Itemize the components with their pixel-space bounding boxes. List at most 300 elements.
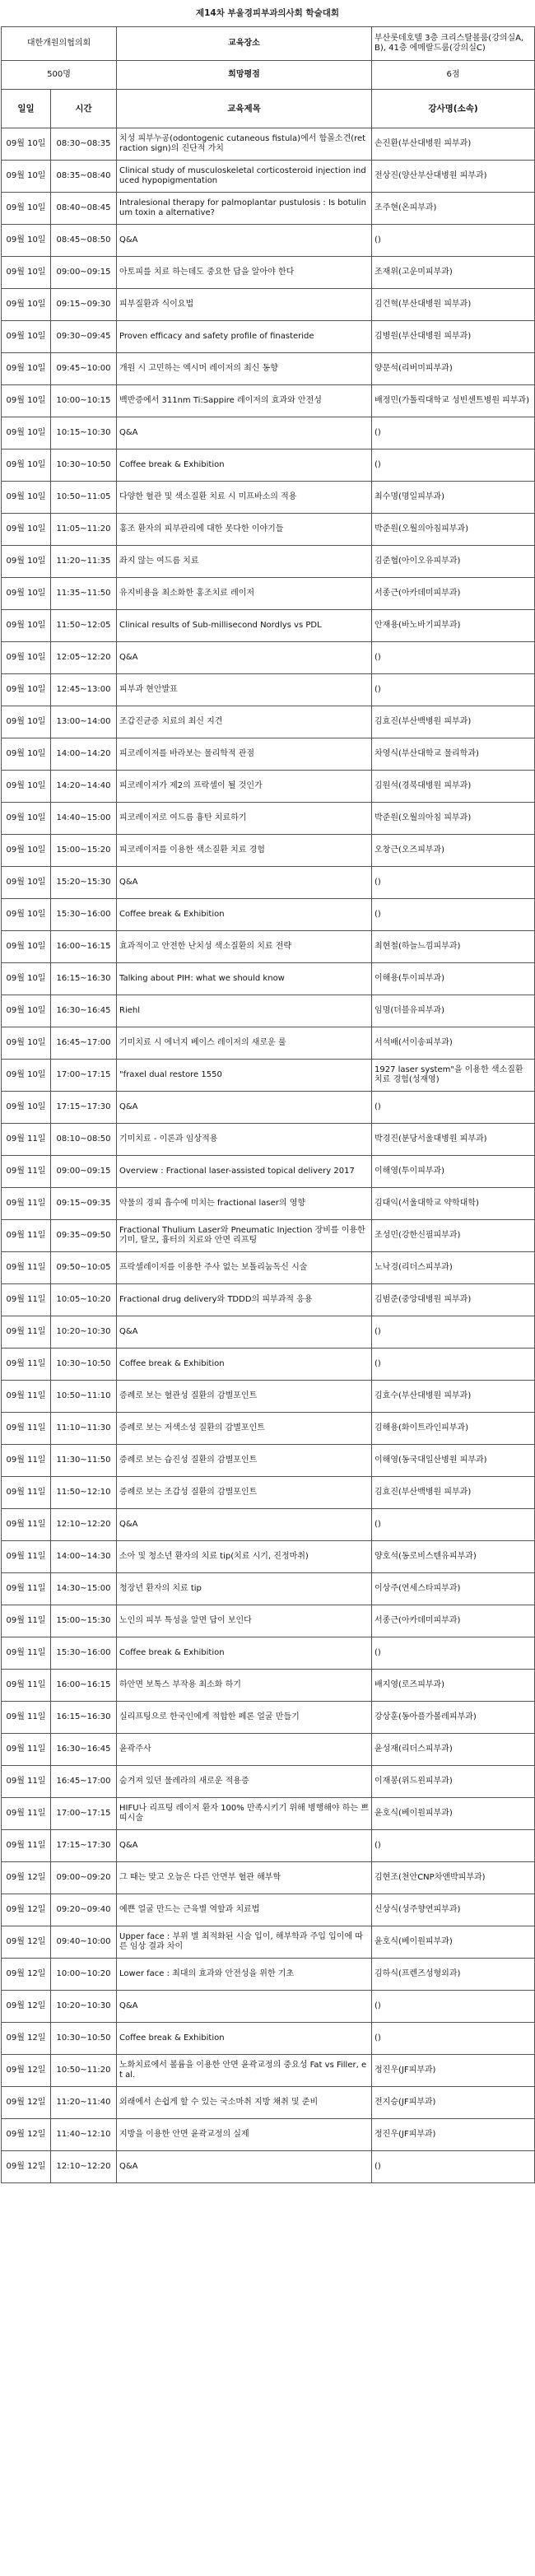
table-row <box>2 1670 535 1702</box>
session-time: 09:20~09:40 <box>51 1894 117 1926</box>
table-row <box>2 1156 535 1188</box>
session-time: 10:50~11:10 <box>51 1381 117 1413</box>
session-date: 09월 12일 <box>2 2087 51 2119</box>
session-time: 11:20~11:35 <box>51 546 117 578</box>
session-date: 09월 10일 <box>2 385 51 417</box>
session-topic: Fractional drug delivery와 TDDD의 피부과적 응용 <box>117 1284 372 1316</box>
table-row <box>2 1188 535 1220</box>
session-time: 14:30~15:00 <box>51 1573 117 1605</box>
session-date: 09월 11일 <box>2 1541 51 1573</box>
session-speaker: 양문석(리버미피부과) <box>372 353 535 385</box>
table-row <box>2 1766 535 1798</box>
session-date: 09월 11일 <box>2 1573 51 1605</box>
session-speaker: 배지영(로즈피부과) <box>372 1670 535 1702</box>
session-speaker: () <box>372 1349 535 1381</box>
session-time: 11:50~12:05 <box>51 610 117 642</box>
session-speaker: () <box>372 2151 535 2183</box>
capacity-cell: 500명 <box>2 61 117 90</box>
session-topic: Q&A <box>117 225 372 257</box>
session-time: 16:45~17:00 <box>51 1766 117 1798</box>
table-header <box>2 90 535 128</box>
table-row <box>2 1349 535 1381</box>
table-row <box>2 674 535 706</box>
session-topic: 노화치료에서 볼륨을 이용한 안면 윤곽교정의 중요성 Fat vs Filler, et al. <box>117 2055 372 2087</box>
session-time: 11:40~12:10 <box>51 2119 117 2151</box>
session-topic: 외래에서 손쉽게 할 수 있는 국소마취 지방 채취 및 준비 <box>117 2087 372 2119</box>
session-topic: Clinical study of musculoskeletal corticosteroid injection induced hypopigmentation <box>117 161 372 193</box>
table-row <box>2 610 535 642</box>
session-speaker: 김대익(서울대학교 약학대학) <box>372 1188 535 1220</box>
table-row <box>2 899 535 931</box>
session-date: 09월 10일 <box>2 450 51 482</box>
session-speaker: () <box>372 1991 535 2023</box>
session-time: 10:00~10:20 <box>51 1959 117 1991</box>
header-time: 시간 <box>51 90 117 128</box>
session-topic: Q&A <box>117 1509 372 1541</box>
info-row-venue <box>2 27 535 61</box>
session-time: 10:15~10:30 <box>51 417 117 450</box>
session-time: 13:00~14:00 <box>51 706 117 738</box>
session-speaker: () <box>372 867 535 899</box>
session-date: 09월 10일 <box>2 1060 51 1092</box>
session-time: 10:30~10:50 <box>51 1349 117 1381</box>
session-speaker: 전지승(JF피부과) <box>372 2087 535 2119</box>
session-topic: 효과적이고 안전한 난치성 색소질환의 치료 전략 <box>117 931 372 963</box>
session-time: 17:00~17:15 <box>51 1798 117 1830</box>
session-topic: Fractional Thulium Laser와 Pneumatic Injection 장비를 이용한 기미, 탈모, 흉터의 치료와 안면 리프팅 <box>117 1220 372 1252</box>
session-topic: Overview : Fractional laser-assisted topical delivery 2017 <box>117 1156 372 1188</box>
table-row <box>2 1413 535 1445</box>
table-row <box>2 1124 535 1156</box>
session-topic: HIFU나 리프팅 레이저 환자 100% 만족시키기 위해 병행해야 하는 쁘띠시술 <box>117 1798 372 1830</box>
session-time: 09:00~09:20 <box>51 1862 117 1894</box>
session-date: 09월 11일 <box>2 1637 51 1670</box>
session-topic: 하안면 보톡스 부작용 최소화 하기 <box>117 1670 372 1702</box>
session-speaker: 노낙경(리더스피부과) <box>372 1252 535 1284</box>
session-time: 15:20~15:30 <box>51 867 117 899</box>
session-topic: 실리프팅으로 한국인에게 적합한 페론 얼굴 만들기 <box>117 1702 372 1734</box>
table-row <box>2 1252 535 1284</box>
session-date: 09월 10일 <box>2 610 51 642</box>
session-date: 09월 11일 <box>2 1381 51 1413</box>
session-topic: 증례로 보는 조갑성 질환의 감별포인트 <box>117 1477 372 1509</box>
session-time: 14:00~14:20 <box>51 738 117 771</box>
page-title: 제14차 부울경피부과의사회 학술대회 <box>195 8 340 18</box>
session-date: 09월 12일 <box>2 1894 51 1926</box>
table-row <box>2 321 535 353</box>
session-speaker: 이해영(투이피부과) <box>372 1156 535 1188</box>
session-time: 10:50~11:20 <box>51 2055 117 2087</box>
session-time: 09:40~10:00 <box>51 1926 117 1959</box>
session-speaker: 이해용(투이피부과) <box>372 963 535 995</box>
table-row <box>2 771 535 803</box>
table-row <box>2 161 535 193</box>
table-row <box>2 289 535 321</box>
session-speaker: 서종근(아카데미피부과) <box>372 1605 535 1637</box>
session-topic: 청장년 환자의 치료 tip <box>117 1573 372 1605</box>
session-topic: 좌지 않는 여드름 치료 <box>117 546 372 578</box>
table-row <box>2 1702 535 1734</box>
table-row <box>2 1477 535 1509</box>
header-topic: 교육제목 <box>117 90 372 128</box>
credits-label: 희망평점 <box>117 61 372 90</box>
session-date: 09월 10일 <box>2 193 51 225</box>
table-row <box>2 257 535 289</box>
session-speaker: 1927 laser system"을 이용한 색소질환 치료 경험(성재영) <box>372 1060 535 1092</box>
session-time: 09:00~09:15 <box>51 257 117 289</box>
session-date: 09월 11일 <box>2 1798 51 1830</box>
session-date: 09월 10일 <box>2 225 51 257</box>
session-date: 09월 10일 <box>2 642 51 674</box>
session-date: 09월 10일 <box>2 578 51 610</box>
table-row <box>2 2023 535 2055</box>
session-time: 10:30~10:50 <box>51 450 117 482</box>
session-speaker: 김원석(경북대병원 피부과) <box>372 771 535 803</box>
session-speaker: () <box>372 899 535 931</box>
session-date: 09월 11일 <box>2 1188 51 1220</box>
table-row <box>2 450 535 482</box>
session-topic: Coffee break & Exhibition <box>117 2023 372 2055</box>
session-speaker: 조재위(고운미피부과) <box>372 257 535 289</box>
session-topic: 피코레이저로 여드름 흉탄 치료하기 <box>117 803 372 835</box>
session-speaker: 김하식(프렌즈성형외과) <box>372 1959 535 1991</box>
session-date: 09월 10일 <box>2 128 51 161</box>
session-date: 09월 10일 <box>2 417 51 450</box>
table-row <box>2 1060 535 1092</box>
table-row <box>2 546 535 578</box>
session-date: 09월 10일 <box>2 706 51 738</box>
session-topic: 피부질환과 식이요법 <box>117 289 372 321</box>
session-topic: 증례로 보는 습진성 질환의 감별포인트 <box>117 1445 372 1477</box>
table-row <box>2 1284 535 1316</box>
session-time: 16:30~16:45 <box>51 995 117 1027</box>
session-speaker: 전상진(양산부산대병원 피부과) <box>372 161 535 193</box>
session-date: 09월 12일 <box>2 1959 51 1991</box>
table-row <box>2 1830 535 1862</box>
session-date: 09월 10일 <box>2 289 51 321</box>
session-topic: Coffee break & Exhibition <box>117 450 372 482</box>
header-date: 일일 <box>2 90 51 128</box>
session-topic: Q&A <box>117 417 372 450</box>
table-row <box>2 931 535 963</box>
session-topic: Lower face : 최대의 효과와 안전성을 위한 기초 <box>117 1959 372 1991</box>
session-date: 09월 10일 <box>2 738 51 771</box>
session-time: 15:30~16:00 <box>51 1637 117 1670</box>
session-speaker: () <box>372 1092 535 1124</box>
venue-label: 교육장소 <box>117 27 372 61</box>
session-speaker: 박경진(분당서울대병원 피부과) <box>372 1124 535 1156</box>
session-speaker: 강상훈(동아플가볼레피부과) <box>372 1702 535 1734</box>
session-date: 09월 10일 <box>2 546 51 578</box>
session-time: 08:40~08:45 <box>51 193 117 225</box>
header-speaker: 강사명(소속) <box>372 90 535 128</box>
table-row <box>2 1959 535 1991</box>
session-speaker: 김준협(아이오유피부과) <box>372 546 535 578</box>
session-topic: Q&A <box>117 1316 372 1349</box>
table-row <box>2 642 535 674</box>
session-time: 08:10~08:50 <box>51 1124 117 1156</box>
session-speaker: () <box>372 1830 535 1862</box>
session-date: 09월 10일 <box>2 482 51 514</box>
session-date: 09월 10일 <box>2 321 51 353</box>
session-date: 09월 11일 <box>2 1220 51 1252</box>
session-topic: Clinical results of Sub-millisecond Nordlys vs PDL <box>117 610 372 642</box>
session-time: 10:20~10:30 <box>51 1991 117 2023</box>
table-row <box>2 1092 535 1124</box>
session-speaker: 조주현(온피부과) <box>372 193 535 225</box>
schedule-table <box>1 26 535 2183</box>
session-date: 09월 10일 <box>2 1027 51 1060</box>
session-date: 09월 10일 <box>2 963 51 995</box>
session-speaker: () <box>372 2023 535 2055</box>
session-time: 15:30~16:00 <box>51 899 117 931</box>
session-time: 09:15~09:30 <box>51 289 117 321</box>
session-date: 09월 11일 <box>2 1830 51 1862</box>
session-time: 16:30~16:45 <box>51 1734 117 1766</box>
session-time: 11:05~11:20 <box>51 514 117 546</box>
session-topic: Talking about PIH: what we should know <box>117 963 372 995</box>
session-speaker: 김효수(부산대병원 피부과) <box>372 1381 535 1413</box>
session-date: 09월 12일 <box>2 2151 51 2183</box>
session-topic: 노인의 피부 특성을 알면 답이 보인다 <box>117 1605 372 1637</box>
table-row <box>2 1734 535 1766</box>
session-topic: 기미치료 - 이론과 임상적용 <box>117 1124 372 1156</box>
session-date: 09월 10일 <box>2 803 51 835</box>
session-speaker: 최현철(하늘느낌피부과) <box>372 931 535 963</box>
session-speaker: 윤호식(베이원피부과) <box>372 1926 535 1959</box>
session-time: 09:35~09:50 <box>51 1220 117 1252</box>
session-speaker: 차영식(부산대학교 물리학과) <box>372 738 535 771</box>
session-date: 09월 12일 <box>2 2055 51 2087</box>
table-row <box>2 2055 535 2087</box>
session-topic: 그 때는 맞고 오늘은 다른 안면부 혈관 해부학 <box>117 1862 372 1894</box>
session-topic: Proven efficacy and safety profile of finasteride <box>117 321 372 353</box>
session-topic: 윤곽주사 <box>117 1734 372 1766</box>
session-topic: 아토피를 치료 하는데도 중요한 답을 알아야 한다 <box>117 257 372 289</box>
table-row <box>2 1991 535 2023</box>
table-row <box>2 867 535 899</box>
session-time: 16:15~16:30 <box>51 1702 117 1734</box>
session-speaker: 김해용(화이트라인피부과) <box>372 1413 535 1445</box>
session-topic: 다양한 혈관 및 색소질환 치료 시 미프바소의 적용 <box>117 482 372 514</box>
session-topic: Intralesional therapy for palmoplantar pustulosis : Is botulinum toxin a alternative? <box>117 193 372 225</box>
table-row <box>2 1509 535 1541</box>
session-date: 09월 11일 <box>2 1284 51 1316</box>
session-time: 10:05~10:20 <box>51 1284 117 1316</box>
session-topic: 숨겨져 있던 물레라의 새로운 적용증 <box>117 1766 372 1798</box>
session-topic: 피부과 현안발표 <box>117 674 372 706</box>
session-topic: 피코레이저를 바라보는 물리학적 관점 <box>117 738 372 771</box>
session-topic: Q&A <box>117 867 372 899</box>
session-speaker: 이상주(연세스타피부과) <box>372 1573 535 1605</box>
session-time: 17:00~17:15 <box>51 1060 117 1092</box>
session-time: 10:00~10:15 <box>51 385 117 417</box>
session-speaker: 윤호식(베이원피부과) <box>372 1798 535 1830</box>
session-time: 08:35~08:40 <box>51 161 117 193</box>
session-topic: Q&A <box>117 1092 372 1124</box>
session-topic: Coffee break & Exhibition <box>117 899 372 931</box>
session-date: 09월 10일 <box>2 867 51 899</box>
session-date: 09월 11일 <box>2 1734 51 1766</box>
session-speaker: 임명(더블유피부과) <box>372 995 535 1027</box>
session-speaker: 박준원(오월의아침피부과) <box>372 514 535 546</box>
session-date: 09월 10일 <box>2 514 51 546</box>
session-time: 09:15~09:35 <box>51 1188 117 1220</box>
session-date: 09월 11일 <box>2 1156 51 1188</box>
session-date: 09월 11일 <box>2 1509 51 1541</box>
session-topic: Q&A <box>117 1830 372 1862</box>
venue-value: 부산롯데호텔 3층 크리스탈볼룸(강의실A,B), 41층 에메랄드룸(강의실C) <box>372 27 535 61</box>
table-row <box>2 578 535 610</box>
credits-value: 6점 <box>372 61 535 90</box>
session-time: 11:35~11:50 <box>51 578 117 610</box>
session-date: 09월 10일 <box>2 674 51 706</box>
session-date: 09월 11일 <box>2 1605 51 1637</box>
session-date: 09월 10일 <box>2 931 51 963</box>
session-date: 09월 10일 <box>2 899 51 931</box>
session-date: 09월 10일 <box>2 995 51 1027</box>
session-topic: Riehl <box>117 995 372 1027</box>
session-time: 11:50~12:10 <box>51 1477 117 1509</box>
session-time: 14:40~15:00 <box>51 803 117 835</box>
session-topic: 소아 및 청소년 환자의 치료 tip(치료 시기, 진정마취) <box>117 1541 372 1573</box>
session-topic: 조갑진균증 치료의 최신 지견 <box>117 706 372 738</box>
session-time: 11:10~11:30 <box>51 1413 117 1445</box>
table-row <box>2 482 535 514</box>
session-date: 09월 10일 <box>2 835 51 867</box>
session-speaker: 윤성재(리더스피부과) <box>372 1734 535 1766</box>
session-topic: 개원 시 고민하는 엑시머 레이저의 최신 동향 <box>117 353 372 385</box>
session-time: 15:00~15:20 <box>51 835 117 867</box>
session-topic: 증례로 보는 혈관성 질환의 감별포인트 <box>117 1381 372 1413</box>
session-speaker: 김범준(중앙대병원 피부과) <box>372 1284 535 1316</box>
session-time: 17:15~17:30 <box>51 1092 117 1124</box>
session-date: 09월 11일 <box>2 1670 51 1702</box>
table-row <box>2 514 535 546</box>
session-time: 11:30~11:50 <box>51 1445 117 1477</box>
session-topic: 기미치료 시 에너지 베이스 레이저의 새로운 룰 <box>117 1027 372 1060</box>
schedule-rows <box>2 128 535 2183</box>
session-speaker: 이재봉(위드윈피부과) <box>372 1766 535 1798</box>
session-speaker: () <box>372 674 535 706</box>
table-row <box>2 193 535 225</box>
table-row <box>2 1862 535 1894</box>
table-row <box>2 1220 535 1252</box>
session-topic: 증례로 보는 저색소성 질환의 감별포인트 <box>117 1413 372 1445</box>
table-row <box>2 738 535 771</box>
session-speaker: 이해영(동국대일산병원 피부과) <box>372 1445 535 1477</box>
table-row <box>2 706 535 738</box>
session-topic: 지방을 이용한 안면 윤곽교정의 실제 <box>117 2119 372 2151</box>
session-speaker: 손진환(부산대병원 피부과) <box>372 128 535 161</box>
session-date: 09월 12일 <box>2 1862 51 1894</box>
organizer-cell: 대한개원의협의회 <box>2 27 117 61</box>
table-row <box>2 1894 535 1926</box>
session-speaker: () <box>372 417 535 450</box>
table-row <box>2 2087 535 2119</box>
session-topic: Upper face : 부위 별 최적화된 시술 입이, 해부학과 주입 입이에 따른 임상 결과 차이 <box>117 1926 372 1959</box>
session-time: 08:45~08:50 <box>51 225 117 257</box>
table-row <box>2 385 535 417</box>
table-row <box>2 1541 535 1573</box>
table-row <box>2 417 535 450</box>
session-speaker: () <box>372 450 535 482</box>
session-topic: 백반증에서 311nm Ti:Sappire 레이저의 효과와 안전성 <box>117 385 372 417</box>
session-time: 16:45~17:00 <box>51 1027 117 1060</box>
session-speaker: () <box>372 642 535 674</box>
session-speaker: () <box>372 1637 535 1670</box>
session-topic: 약물의 경피 흡수에 미치는 fractional laser의 영향 <box>117 1188 372 1220</box>
session-topic: 피코레이저를 이용한 색소질환 치료 경험 <box>117 835 372 867</box>
session-time: 14:20~14:40 <box>51 771 117 803</box>
session-topic: Q&A <box>117 642 372 674</box>
table-row <box>2 1316 535 1349</box>
session-speaker: 배정민(가톨릭대학교 성빈센트병원 피부과) <box>372 385 535 417</box>
table-row <box>2 1573 535 1605</box>
session-time: 16:00~16:15 <box>51 931 117 963</box>
session-speaker: 서석배(서이송피부과) <box>372 1027 535 1060</box>
session-date: 09월 11일 <box>2 1702 51 1734</box>
session-topic: 유지비용을 최소화한 홍조치료 레이저 <box>117 578 372 610</box>
session-speaker: 최수명(명일피부과) <box>372 482 535 514</box>
session-date: 09월 11일 <box>2 1413 51 1445</box>
session-date: 09월 11일 <box>2 1766 51 1798</box>
session-speaker: 조성민(강한신필피부과) <box>372 1220 535 1252</box>
table-row <box>2 835 535 867</box>
session-time: 14:00~14:30 <box>51 1541 117 1573</box>
session-time: 09:00~09:15 <box>51 1156 117 1188</box>
session-date: 09월 12일 <box>2 1991 51 2023</box>
session-speaker: 서종근(아카데미피부과) <box>372 578 535 610</box>
session-speaker: 정진우(JF피부과) <box>372 2055 535 2087</box>
session-topic: Q&A <box>117 2151 372 2183</box>
session-date: 09월 11일 <box>2 1349 51 1381</box>
session-time: 09:45~10:00 <box>51 353 117 385</box>
table-row <box>2 803 535 835</box>
session-speaker: 오창근(오즈피부과) <box>372 835 535 867</box>
session-speaker: 김효진(부산백병원 피부과) <box>372 1477 535 1509</box>
session-speaker: 정진우(JF피부과) <box>372 2119 535 2151</box>
table-row <box>2 225 535 257</box>
session-speaker: 김병원(부산대병원 피부과) <box>372 321 535 353</box>
session-date: 09월 12일 <box>2 2023 51 2055</box>
session-date: 09월 10일 <box>2 161 51 193</box>
session-time: 12:45~13:00 <box>51 674 117 706</box>
session-speaker: 양호석(동로비스텐유피부과) <box>372 1541 535 1573</box>
session-speaker: 김현조(천안CNP차앤박피부과) <box>372 1862 535 1894</box>
table-row <box>2 1637 535 1670</box>
session-date: 09월 10일 <box>2 1092 51 1124</box>
table-row <box>2 1798 535 1830</box>
session-time: 12:10~12:20 <box>51 1509 117 1541</box>
session-date: 09월 11일 <box>2 1445 51 1477</box>
session-topic: 피코레이저가 제2의 프락셀이 될 것인가 <box>117 771 372 803</box>
session-topic: "fraxel dual restore 1550 <box>117 1060 372 1092</box>
session-speaker: () <box>372 1316 535 1349</box>
table-row <box>2 1445 535 1477</box>
session-date: 09월 11일 <box>2 1124 51 1156</box>
table-row <box>2 963 535 995</box>
session-time: 15:00~15:30 <box>51 1605 117 1637</box>
session-topic: 홍조 환자의 피부관리에 대한 못다한 이야기들 <box>117 514 372 546</box>
table-row <box>2 1926 535 1959</box>
session-date: 09월 11일 <box>2 1252 51 1284</box>
session-time: 17:15~17:30 <box>51 1830 117 1862</box>
session-time: 10:20~10:30 <box>51 1316 117 1349</box>
session-speaker: () <box>372 1509 535 1541</box>
table-row <box>2 1605 535 1637</box>
session-time: 11:20~11:40 <box>51 2087 117 2119</box>
